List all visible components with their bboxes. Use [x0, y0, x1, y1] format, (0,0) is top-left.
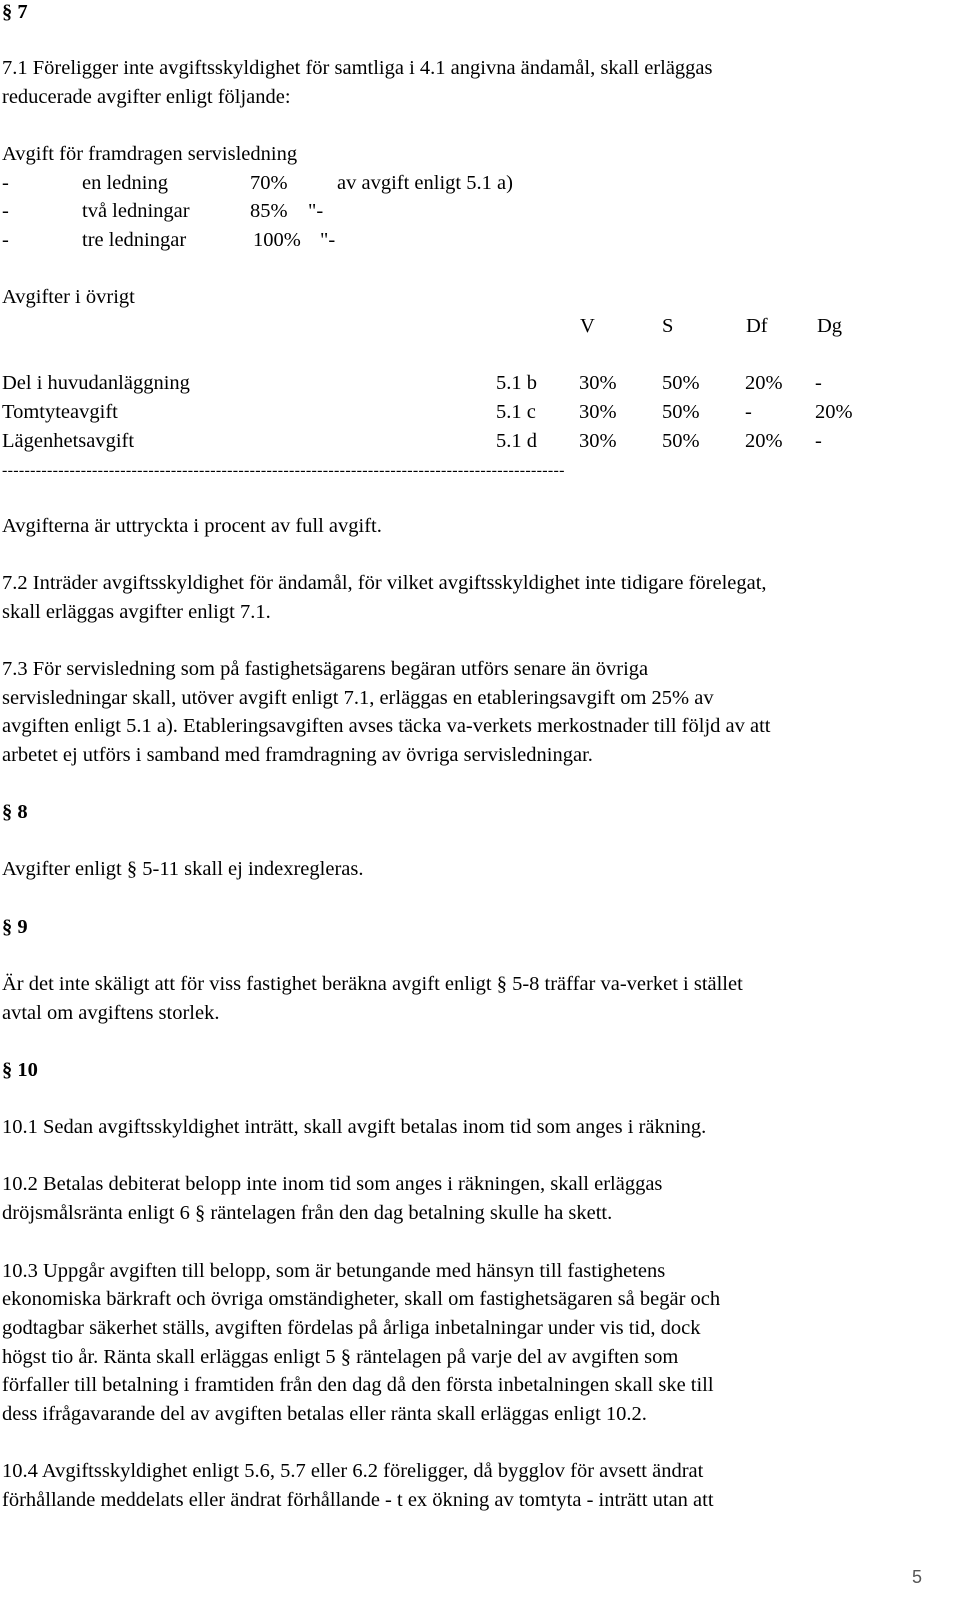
ovrigt-row-name: Lägenhetsavgift: [2, 430, 135, 452]
servis-row-label: tre ledningar: [82, 229, 187, 251]
servis-heading: Avgift för framdragen servisledning: [2, 143, 298, 165]
servis-row-ref: av avgift enligt 5.1 a): [337, 172, 513, 194]
ovrigt-row-v: 30%: [579, 401, 617, 423]
paragraph-10-4-line: 10.4 Avgiftsskyldighet enligt 5.6, 5.7 eller 6.2 föreligger, då bygglov för avsett ändrat: [2, 1460, 704, 1482]
paragraph-10-3-line: 10.3 Uppgår avgiften till belopp, som är betungande med hänsyn till fastighetens: [2, 1260, 666, 1282]
paragraph-10-3-line: dess ifrågavarande del av avgiften betalas eller ränta skall erläggas enligt 10.2.: [2, 1403, 647, 1425]
ovrigt-note: Avgifterna är uttryckta i procent av full avgift.: [2, 515, 382, 537]
ovrigt-row-dg: 20%: [815, 401, 853, 423]
ovrigt-row-s: 50%: [662, 401, 700, 423]
paragraph-10-1-line: 10.1 Sedan avgiftsskyldighet inträtt, skall avgift betalas inom tid som anges i räkning.: [2, 1116, 707, 1138]
paragraph-10-3-line: ekonomiska bärkraft och övriga omständigheter, skall om fastighetsägaren så begär och: [2, 1288, 721, 1310]
servis-row-dash: -: [2, 229, 9, 251]
paragraph-7-3-line: servisledningar skall, utöver avgift enligt 7.1, erläggas en etableringsavgift om 25% av: [2, 687, 714, 709]
servis-row-ref: "-: [320, 229, 336, 251]
servis-row-pct: 100%: [253, 229, 301, 251]
ovrigt-row-df: 20%: [745, 372, 783, 394]
paragraph-7-3-line: avgiften enligt 5.1 a). Etableringsavgiften avses täcka va-verkets merkostnader till följd av att: [2, 715, 771, 737]
paragraph-9-line: avtal om avgiftens storlek.: [2, 1002, 220, 1024]
paragraph-9-line: Är det inte skäligt att för viss fastighet beräkna avgift enligt § 5-8 träffar va-verket i stället: [2, 973, 743, 995]
ovrigt-row-dg: -: [815, 372, 822, 394]
paragraph-7-3-line: 7.3 För servisledning som på fastighetsägarens begäran utförs senare än övriga: [2, 658, 649, 680]
column-header-df: Df: [746, 315, 768, 337]
servis-row-dash: -: [2, 200, 9, 222]
column-header-s: S: [662, 315, 674, 337]
paragraph-10-3-line: godtagbar säkerhet ställs, avgiften fördelas på årliga inbetalningar under vis tid, dock: [2, 1317, 701, 1339]
ovrigt-row-s: 50%: [662, 372, 700, 394]
paragraph-10-2-line: 10.2 Betalas debiterat belopp inte inom tid som anges i räkningen, skall erläggas: [2, 1173, 663, 1195]
servis-row-label: en ledning: [82, 172, 168, 194]
paragraph-7-2-line: 7.2 Inträder avgiftsskyldighet för ändamål, för vilket avgiftsskyldighet inte tidigare förelegat,: [2, 572, 767, 594]
ovrigt-row-ref: 5.1 b: [496, 372, 537, 394]
paragraph-10-3-line: förfaller till betalning i framtiden från den dag då den första inbetalningen skall ske till: [2, 1374, 714, 1396]
column-header-v: V: [580, 315, 595, 337]
section-heading-9: § 9: [2, 916, 28, 938]
ovrigt-row-name: Del i huvudanläggning: [2, 372, 190, 394]
paragraph-10-4-line: förhållande meddelats eller ändrat förhållande - t ex ökning av tomtyta - inträtt utan att: [2, 1489, 714, 1511]
paragraph-7-2-line: skall erläggas avgifter enligt 7.1.: [2, 601, 271, 623]
dashed-separator: ----------------------------------------------------------------------------------------------------: [2, 462, 565, 479]
section-heading-10: § 10: [2, 1059, 38, 1081]
ovrigt-row-v: 30%: [579, 372, 617, 394]
paragraph-7-3-line: arbetet ej utförs i samband med framdragning av övriga servisledningar.: [2, 744, 593, 766]
page-number: 5: [911, 1567, 922, 1587]
ovrigt-row-v: 30%: [579, 430, 617, 452]
servis-row-pct: 85%: [250, 200, 288, 222]
servis-row-ref: "-: [308, 200, 324, 222]
ovrigt-row-dg: -: [815, 430, 822, 452]
paragraph-8-line: Avgifter enligt § 5-11 skall ej indexregleras.: [2, 858, 364, 880]
ovrigt-heading: Avgifter i övrigt: [2, 286, 135, 308]
paragraph-10-2-line: dröjsmålsränta enligt 6 § räntelagen från den dag betalning skulle ha skett.: [2, 1202, 613, 1224]
section-heading-7: § 7: [2, 1, 28, 23]
ovrigt-row-s: 50%: [662, 430, 700, 452]
paragraph-7-1-line: reducerade avgifter enligt följande:: [2, 86, 291, 108]
ovrigt-row-ref: 5.1 c: [496, 401, 536, 423]
section-heading-8: § 8: [2, 801, 28, 823]
ovrigt-row-ref: 5.1 d: [496, 430, 537, 452]
ovrigt-row-df: 20%: [745, 430, 783, 452]
paragraph-10-3-line: högst tio år. Ränta skall erläggas enligt 5 § räntelagen på varje del av avgiften som: [2, 1346, 679, 1368]
column-header-dg: Dg: [817, 315, 843, 337]
ovrigt-row-df: -: [745, 401, 752, 423]
servis-row-label: två ledningar: [82, 200, 190, 222]
servis-row-dash: -: [2, 172, 9, 194]
servis-row-pct: 70%: [250, 172, 288, 194]
ovrigt-row-name: Tomtyteavgift: [2, 401, 118, 423]
paragraph-7-1-line: 7.1 Föreligger inte avgiftsskyldighet för samtliga i 4.1 angivna ändamål, skall erläggas: [2, 57, 713, 79]
